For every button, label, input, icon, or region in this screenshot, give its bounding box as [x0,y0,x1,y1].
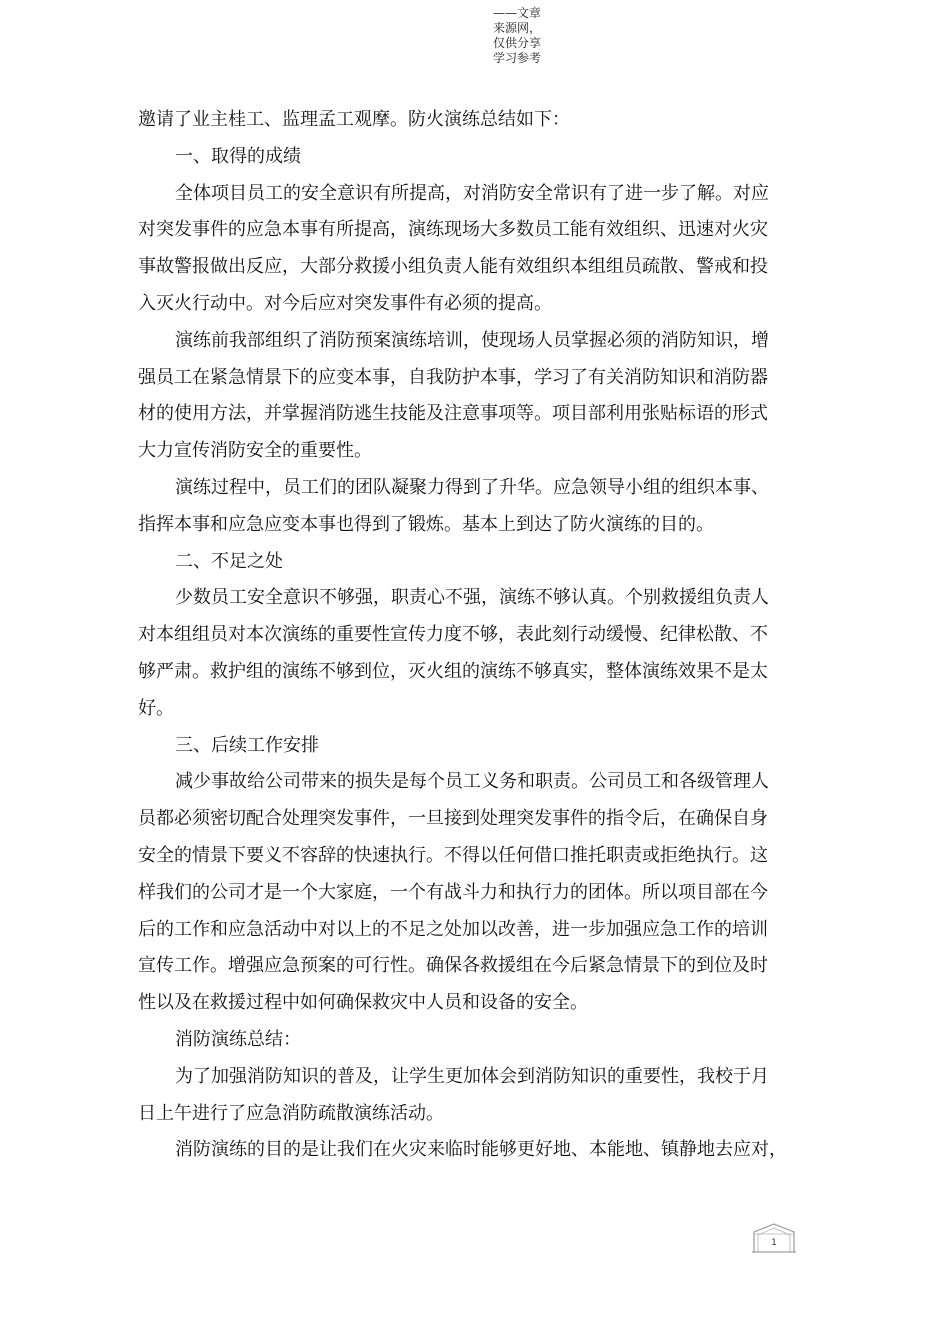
text-line-28: 日上午进行了应急消防疏散演练活动。 [138,1102,444,1124]
text-line-21: 安全的情景下要义不容辞的快速执行。不得以任何借口推托职责或拒绝执行。这 [138,844,768,866]
text-line-3: 全体项目员工的安全意识有所提高，对消防安全常识有了进一步了解。对应 [175,182,769,204]
text-line-29: 消防演练的目的是让我们在火灾来临时能够更好地、本能地、镇静地去应对， [175,1139,787,1161]
section-heading-shortcomings: 二、不足之处 [175,550,283,572]
text-line-23: 后的工作和应急活动中对以上的不足之处加以改善，进一步加强应急工作的培训 [138,918,768,940]
text-line-11: 演练过程中，员工们的团队凝聚力得到了升华。应急领导小组的组织本事、 [175,476,769,498]
document-body [138,102,818,1169]
text-line-6: 入灭火行动中。对今后应对突发事件有必须的提高。 [138,292,552,314]
text-line-8: 强员工在紧急情景下的应变本事，自我防护本事，学习了有关消防知识和消防器 [138,366,768,388]
text-line-25: 性以及在救援过程中如何确保救灾中人员和设备的安全。 [138,992,588,1014]
text-line-20: 员都必须密切配合处理突发事件，一旦接到处理突发事件的指令后，在确保自身 [138,808,768,830]
text-line-1: 邀请了业主桂工、监理孟工观摩。防火演练总结如下： [138,109,570,130]
text-line-12: 指挥本事和应急应变本事也得到了锻炼。基本上到达了防火演练的目的。 [138,513,714,535]
text-line-7: 演练前我部组织了消防预案演练培训，使现场人员掌握必须的消防知识，增 [175,329,769,351]
text-line-16: 够严肃。救护组的演练不够到位，灭火组的演练不够真实，整体演练效果不是太 [138,660,768,682]
text-line-4: 对突发事件的应急本事有所提高，演练现场大多数员工能有效组织、迅速对火灾 [138,219,768,241]
section-heading-achievements: 一、取得的成绩 [175,145,301,167]
text-line-5: 事故警报做出反应，大部分救援小组负责人能有效组织本组组员疏散、警戒和投 [138,256,768,278]
text-line-14: 少数员工安全意识不够强，职责心不强，演练不够认真。个别救援组负责人 [175,587,769,609]
section-heading-drill-summary: 消防演练总结： [175,1028,301,1050]
header-source-note: ——文章来源网，仅供分享学习参考 [493,6,542,65]
section-heading-followup: 三、后续工作安排 [175,734,319,756]
text-line-24: 宣传工作。增强应急预案的可行性。确保各救援组在今后紧急情景下的到位及时 [138,955,768,977]
page-number-badge [750,1222,798,1254]
text-line-9: 材的使用方法，并掌握消防逃生技能及注意事项等。项目部利用张贴标语的形式 [138,403,768,425]
text-line-19: 减少事故给公司带来的损失是每个员工义务和职责。公司员工和各级管理人 [175,771,769,793]
text-line-22: 样我们的公司才是一个大家庭，一个有战斗力和执行力的团体。所以项目部在今 [138,881,768,903]
text-line-27: 为了加强消防知识的普及，让学生更加体会到消防知识的重要性，我校于月 [175,1065,769,1087]
text-line-15: 对本组组员对本次演练的重要性宣传力度不够，表此刻行动缓慢、纪律松散、不 [138,624,768,646]
text-line-17: 好。 [138,697,174,719]
page-number: 1 [771,1238,777,1248]
text-line-10: 大力宣传消防安全的重要性。 [138,440,372,462]
